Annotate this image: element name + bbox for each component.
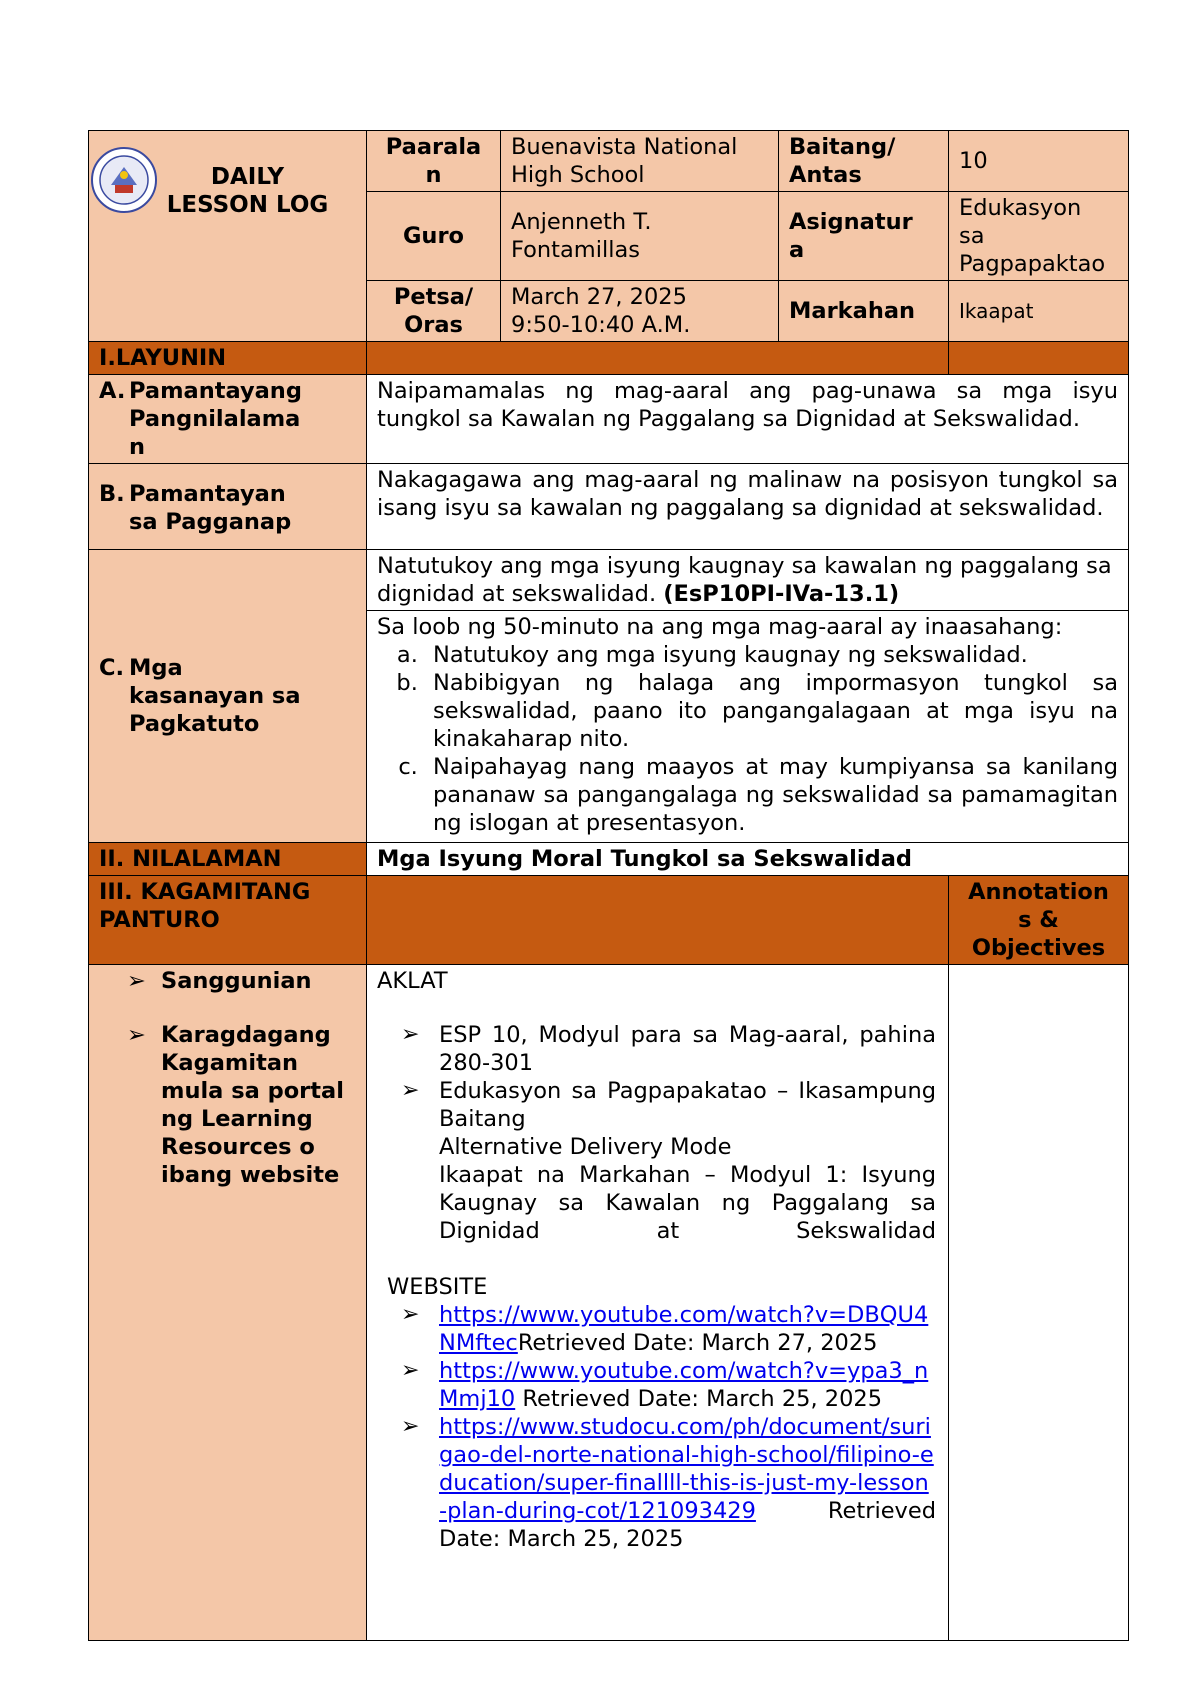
resources-label-cell — [89, 965, 367, 1641]
aklat-heading: AKLAT — [377, 968, 448, 994]
date-value: March 27, 2025 9:50-10:40 A.M. — [501, 281, 779, 342]
document-title-line1: DAILY — [210, 164, 285, 190]
quarter-value: Ikaapat — [949, 281, 1129, 342]
section-kagamitan-heading: III. KAGAMITANG PANTURO — [89, 876, 367, 965]
deped-seal-icon — [89, 145, 159, 215]
arrow-bullet-icon: ➢ — [401, 1414, 420, 1439]
grade-value: 10 — [949, 131, 1129, 192]
section-kagamitan-bar — [367, 876, 949, 965]
list-item: ➢ https://www.studocu.com/ph/document/surigao-del-norte-national-high-school/filipino-education/super-finallll-this-is-just-my-lesson-plan-during-cot/121093429 Retrieved Date: March 25, 2025 — [401, 1414, 936, 1552]
annotations-heading: Annotation s & Objectives — [949, 876, 1129, 965]
document-title-line2: LESSON LOG — [166, 192, 329, 218]
youtube-link-2[interactable]: https://www.youtube.com/watch?v=ypa3_nMmj10 — [439, 1358, 929, 1412]
header-title-cell — [89, 131, 367, 342]
resources-content-cell — [367, 965, 949, 1641]
list-item: ➢ ESP 10, Modyul para sa Mag-aaral, pahina 280-301 — [401, 1022, 936, 1076]
date-label: Petsa/ Oras — [367, 281, 501, 342]
arrow-bullet-icon: ➢ — [401, 1078, 420, 1103]
annotations-cell — [949, 965, 1129, 1641]
subject-value: Edukasyon sa Pagpapaktao — [949, 192, 1129, 281]
daily-lesson-log-table — [88, 130, 1129, 1641]
objective-c-label: C. Mga kasanayan sa Pagkatuto — [89, 550, 367, 843]
section-nilalaman-heading: II. NILALAMAN — [89, 843, 367, 876]
school-label: Paarala n — [367, 131, 501, 192]
school-value: Buenavista National High School — [501, 131, 779, 192]
teacher-label: Guro — [367, 192, 501, 281]
quarter-label: Markahan — [779, 281, 949, 342]
teacher-value: Anjenneth T. Fontamillas — [501, 192, 779, 281]
arrow-bullet-icon: ➢ — [127, 968, 146, 994]
objective-b-text: Nakagagawa ang mag-aaral ng malinaw na posisyon tungkol sa isang isyu sa kawalan ng paggalang sa dignidad at sekswalidad. — [367, 464, 1129, 550]
subject-label: Asignatur a — [779, 192, 949, 281]
section-layunin-bar — [367, 342, 949, 375]
karagdagang-kagamitan-item: ➢ Karagdagang Kagamitan mula sa portal ng Learning Resources o ibang website — [127, 1022, 344, 1188]
nilalaman-value: Mga Isyung Moral Tungkol sa Sekswalidad — [367, 843, 1129, 876]
list-item: b. Nabibigyan ng halaga ang impormasyon tungkol sa sekswalidad, paano ito pangangalagaan at mga isyu na kinakaharap nito. — [425, 669, 1118, 753]
objective-b-label: B. Pamantayan sa Pagganap — [89, 464, 367, 550]
youtube-link-1[interactable]: https://www.youtube.com/watch?v=DBQU4NMftec — [439, 1302, 929, 1356]
sanggunian-item: ➢ Sanggunian — [127, 968, 312, 994]
list-item: ➢ https://www.youtube.com/watch?v=DBQU4NMftecRetrieved Date: March 27, 2025 — [401, 1302, 929, 1356]
objective-c-specific: Sa loob ng 50-minuto na ang mga mag-aaral ay inaasahang: a. Natutukoy ang mga isyung kaugnay ng sekswalidad. b. Nabibigyan ng halaga ang impormasyon tungkol sa sekswalidad, paano ito pangangalagaan at mga isyu na kinakaharap nito. c. Naipahayag nang maayos at may kumpiyansa sa kanilang pananaw sa pangangalaga ng sekswalidad sa pamamagitan ng islogan at presentasyon. — [367, 611, 1129, 843]
objective-a-label: A. Pamantayang Pangnilalama n — [89, 375, 367, 464]
books-list — [377, 1021, 936, 1245]
objective-c-competency: Natutukoy ang mga isyung kaugnay sa kawalan ng paggalang sa dignidad at sekswalidad. (EsP10PI-IVa-13.1) — [367, 550, 1129, 611]
arrow-bullet-icon: ➢ — [401, 1358, 420, 1383]
list-item: c. Naipahayag nang maayos at may kumpiyansa sa kanilang pananaw sa pangangalaga ng sekswalidad sa pamamagitan ng islogan at presentasyon. — [425, 753, 1118, 837]
arrow-bullet-icon: ➢ — [127, 1022, 146, 1048]
competency-code: (EsP10PI-IVa-13.1) — [663, 581, 900, 607]
arrow-bullet-icon: ➢ — [401, 1302, 420, 1327]
list-item: ➢ https://www.youtube.com/watch?v=ypa3_nMmj10 Retrieved Date: March 25, 2025 — [401, 1358, 929, 1412]
section-layunin-heading: I.LAYUNIN — [89, 342, 367, 375]
arrow-bullet-icon: ➢ — [401, 1022, 420, 1047]
grade-label: Baitang/ Antas — [779, 131, 949, 192]
list-item: a. Natutukoy ang mga isyung kaugnay ng sekswalidad. — [425, 641, 1118, 669]
websites-list — [377, 1301, 936, 1553]
objective-a-text: Naipamamalas ng mag-aaral ang pag-unawa sa mga isyu tungkol sa Kawalan ng Paggalang sa Dignidad at Sekswalidad. — [367, 375, 1129, 464]
section-layunin-bar-end — [949, 342, 1129, 375]
specific-objectives-list — [377, 641, 1118, 837]
list-item: ➢ Edukasyon sa Pagpapakatao – Ikasampung Baitang Alternative Delivery Mode Ikaapat na Markahan – Modyul 1: Isyung Kaugnay sa Kawalan ng Paggalang sa Dignidad at Sekswalidad — [401, 1078, 936, 1244]
website-heading: WEBSITE — [387, 1274, 488, 1300]
studocu-link[interactable]: https://www.studocu.com/ph/document/surigao-del-norte-national-high-school/filipino-education/super-finallll-this-is-just-my-lesson-plan-during-cot/121093429 — [439, 1414, 934, 1524]
